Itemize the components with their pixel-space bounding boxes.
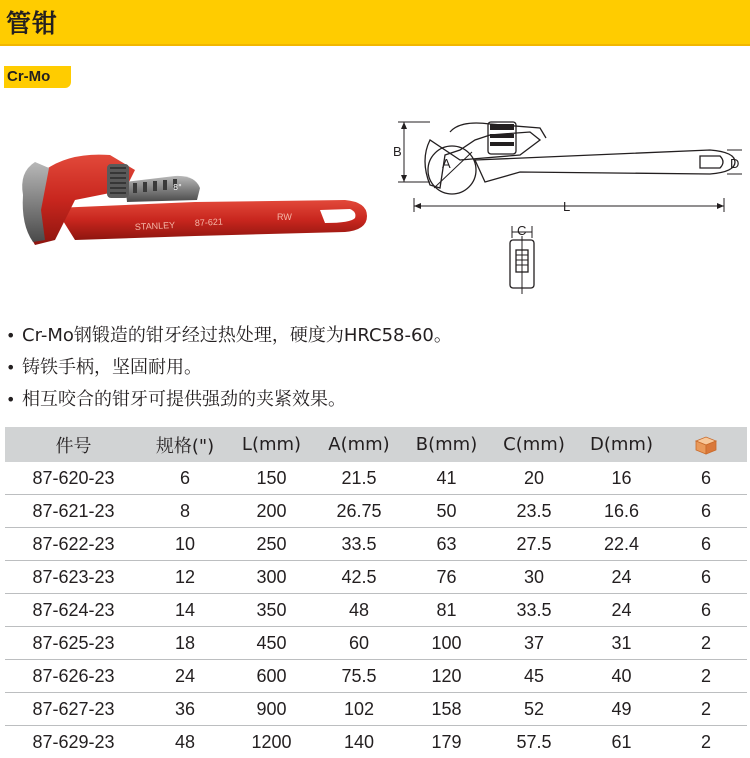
table-cell: 8: [142, 495, 228, 528]
table-row: [5, 561, 747, 594]
table-cell: 87-625-23: [5, 627, 142, 660]
dimension-diagram: [390, 110, 745, 305]
table-cell: 50: [403, 495, 490, 528]
table-row: [5, 726, 747, 758]
table-cell: 179: [431, 731, 462, 752]
table-cell: 48: [174, 731, 196, 752]
table-cell: 87-623-23: [5, 561, 142, 594]
table-cell: 87-627-23: [5, 693, 142, 726]
material-badge-label: Cr-Mo: [7, 68, 51, 85]
table-cell: 158: [403, 693, 490, 726]
table-cell: 40: [578, 660, 665, 693]
table-cell: 37: [490, 627, 578, 660]
table-cell: 57.5: [516, 731, 552, 752]
table-row: [5, 528, 747, 561]
table-cell: 120: [403, 660, 490, 693]
table-header-row: [5, 427, 747, 462]
table-row: [5, 693, 747, 726]
header-l: L(mm): [228, 427, 315, 462]
title-bar: [0, 0, 750, 46]
table-cell: 81: [403, 594, 490, 627]
feature-list: [6, 320, 746, 416]
brand-mark: STANLEY: [134, 219, 176, 232]
table-cell: 23.5: [490, 495, 578, 528]
pipe-wrench-photo: [15, 150, 375, 260]
table-cell: 24: [142, 660, 228, 693]
table-cell: 87-624-23: [5, 594, 142, 627]
table-cell: 6: [665, 495, 747, 528]
header-size: 规格("): [142, 427, 228, 462]
table-row: [5, 627, 747, 660]
table-cell: 87-629-23: [32, 731, 115, 752]
label-b: B: [393, 144, 402, 159]
table-cell: 200: [228, 495, 315, 528]
table-cell: 87-620-23: [5, 462, 142, 495]
table-cell: 6: [665, 528, 747, 561]
drop-mark: RW: [277, 212, 292, 222]
table-cell: 63: [403, 528, 490, 561]
table-cell: 150: [228, 462, 315, 495]
table-cell: 10: [142, 528, 228, 561]
feature-text: 铸铁手柄，坚固耐用。: [22, 357, 202, 378]
table-cell: 42.5: [315, 561, 403, 594]
model-mark: 87-621: [194, 216, 224, 228]
table-cell: 6: [665, 462, 747, 495]
table-cell: 102: [315, 693, 403, 726]
package-box-icon: [694, 435, 718, 455]
header-pack: [665, 427, 747, 462]
label-c: C: [517, 223, 527, 238]
feature-item: • Cr-Mo钢锻造的钳牙经过热处理，硬度为HRC58-60。: [6, 325, 452, 346]
table-cell: 36: [142, 693, 228, 726]
table-cell: 6: [142, 462, 228, 495]
label-d: D: [730, 156, 740, 171]
table-cell: 350: [228, 594, 315, 627]
table-cell: 76: [403, 561, 490, 594]
table-cell: 24: [578, 594, 665, 627]
feature-item: • 相互咬合的钳牙可提供强劲的夹紧效果。: [6, 389, 346, 410]
table-cell: 45: [490, 660, 578, 693]
table-row: [5, 594, 747, 627]
material-badge: [4, 66, 71, 88]
table-cell: 33.5: [315, 528, 403, 561]
table-cell: 20: [490, 462, 578, 495]
table-cell: 52: [490, 693, 578, 726]
table-cell: 16: [578, 462, 665, 495]
feature-text: Cr-Mo钢锻造的钳牙经过热处理，硬度为HRC58-60。: [22, 325, 452, 346]
table-row: [5, 462, 747, 495]
table-cell: 14: [142, 594, 228, 627]
table-row: [5, 660, 747, 693]
table-cell: 6: [665, 561, 747, 594]
table-cell: 450: [228, 627, 315, 660]
table-cell: 300: [228, 561, 315, 594]
table-cell: 75.5: [315, 660, 403, 693]
table-cell: 1200: [251, 731, 292, 752]
table-cell: 18: [142, 627, 228, 660]
header-b: B(mm): [403, 427, 490, 462]
table-cell: 49: [578, 693, 665, 726]
header-part-no: 件号: [5, 427, 142, 462]
table-cell: 22.4: [578, 528, 665, 561]
table-cell: 2: [700, 731, 711, 752]
table-row: [5, 495, 747, 528]
spec-table: [5, 427, 747, 758]
table-cell: 21.5: [315, 462, 403, 495]
table-cell: 26.75: [315, 495, 403, 528]
label-l: L: [563, 199, 571, 214]
page-title: 管钳: [6, 9, 59, 38]
table-cell: 30: [490, 561, 578, 594]
table-cell: 27.5: [490, 528, 578, 561]
header-a: A(mm): [315, 427, 403, 462]
table-cell: 100: [403, 627, 490, 660]
table-cell: 6: [665, 594, 747, 627]
table-cell: 250: [228, 528, 315, 561]
table-cell: 900: [228, 693, 315, 726]
feature-item: • 铸铁手柄，坚固耐用。: [6, 357, 202, 378]
table-cell: 41: [403, 462, 490, 495]
table-cell: 140: [343, 731, 375, 752]
table-cell: 48: [315, 594, 403, 627]
table-cell: 2: [665, 627, 747, 660]
table-cell: 87-622-23: [5, 528, 142, 561]
table-cell: 33.5: [490, 594, 578, 627]
table-cell: 600: [228, 660, 315, 693]
feature-text: 相互咬合的钳牙可提供强劲的夹紧效果。: [22, 389, 346, 410]
header-d: D(mm): [578, 427, 665, 462]
table-cell: 31: [578, 627, 665, 660]
table-cell: 24: [578, 561, 665, 594]
table-cell: 2: [665, 660, 747, 693]
header-c: C(mm): [490, 427, 578, 462]
table-cell: 61: [611, 731, 632, 752]
table-cell: 87-626-23: [5, 660, 142, 693]
table-cell: 16.6: [578, 495, 665, 528]
label-a: A: [442, 156, 451, 171]
table-cell: 60: [315, 627, 403, 660]
size-mark: 8": [173, 183, 182, 192]
table-cell: 12: [142, 561, 228, 594]
table-cell: 87-621-23: [5, 495, 142, 528]
table-cell: 2: [665, 693, 747, 726]
